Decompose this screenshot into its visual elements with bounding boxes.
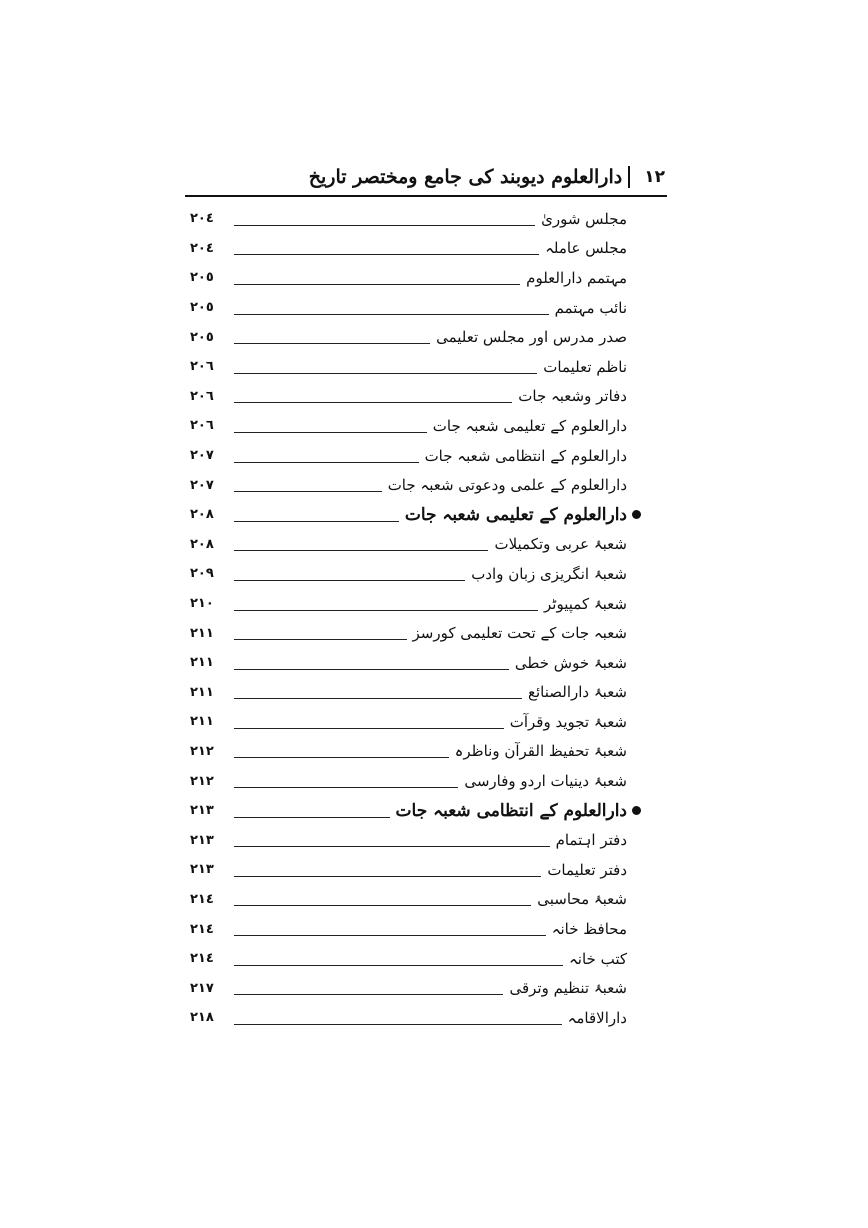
toc-entry-title: مجلس شوریٰ: [541, 209, 627, 228]
toc-entry-title: شعبۂ تنظیم وترقی: [509, 979, 627, 998]
toc-entry-title: شعبۂ محاسبی: [537, 890, 627, 909]
toc-entry[interactable]: [190, 825, 645, 855]
toc-page-number: ٢١٣: [190, 832, 214, 848]
toc-page-number: ٢٠٨: [190, 536, 214, 552]
toc-leader-line: [234, 845, 550, 847]
toc-entry-title: دارالعلوم کے تعلیمی شعبہ جات: [432, 416, 627, 435]
toc-entry-title: شعبہ جات کے تحت تعلیمی کورسز: [412, 624, 627, 643]
toc-page-number: ٢١٣: [190, 862, 214, 878]
toc-leader-line: [234, 520, 399, 522]
toc-entry[interactable]: [190, 293, 645, 323]
toc-entry[interactable]: [190, 914, 645, 944]
toc-entry-title: دفتر اہتمام: [555, 831, 627, 850]
toc-entry[interactable]: [190, 766, 645, 796]
toc-page-number: ٢١٣: [190, 803, 214, 819]
toc-leader-line: [234, 904, 531, 906]
toc-leader-line: [234, 816, 390, 818]
toc-leader-line: [234, 964, 563, 966]
toc-page-number: ٢١١: [190, 684, 214, 700]
toc-entry-title: شعبۂ انگریزی زبان وادب: [471, 564, 627, 583]
toc-page-number: ٢١٢: [190, 743, 214, 759]
toc-entry[interactable]: [190, 234, 645, 264]
toc-entry[interactable]: [190, 618, 645, 648]
toc-entry[interactable]: [190, 648, 645, 678]
toc-entry[interactable]: [190, 589, 645, 619]
toc-entry-title: نائب مہتمم: [554, 298, 627, 317]
toc-entry-title: مجلس عاملہ: [545, 239, 627, 258]
toc-entry[interactable]: [190, 382, 645, 412]
toc-leader-line: [234, 372, 537, 374]
toc-page-number: ٢١١: [190, 625, 214, 641]
bullet-dot-icon: [632, 510, 641, 519]
toc-page-number: ٢١٧: [190, 980, 214, 996]
toc-entry[interactable]: [190, 707, 645, 737]
table-of-contents: [190, 204, 645, 1033]
toc-entry-title: شعبۂ دینیات اردو وفارسی: [464, 772, 627, 791]
toc-section-heading[interactable]: [190, 796, 645, 826]
toc-leader-line: [234, 313, 549, 315]
toc-leader-line: [234, 993, 503, 995]
toc-entry-title: صدر مدرس اور مجلس تعلیمی: [436, 328, 627, 347]
toc-page-number: ٢٠٩: [190, 566, 214, 582]
toc-entry-title: شعبۂ تحفیظ القرآن وناظرہ: [454, 742, 627, 761]
toc-page-number: ٢٠٤: [190, 240, 214, 256]
toc-entry[interactable]: [190, 559, 645, 589]
toc-entry-title: دفاتر وشعبہ جات: [518, 387, 627, 406]
toc-entry[interactable]: [190, 973, 645, 1003]
toc-entry[interactable]: [190, 411, 645, 441]
toc-entry-title: شعبۂ خوش خطی: [514, 653, 627, 672]
toc-page-number: ٢٠٥: [190, 300, 214, 316]
running-header: [185, 160, 665, 194]
toc-page-number: ٢١٤: [190, 921, 214, 937]
toc-entry[interactable]: [190, 322, 645, 352]
toc-entry[interactable]: [190, 855, 645, 885]
toc-entry[interactable]: [190, 530, 645, 560]
toc-entry-title: دارالعلوم کے علمی ودعوتی شعبہ جات: [387, 476, 627, 495]
toc-page-number: ٢١١: [190, 655, 214, 671]
toc-leader-line: [234, 579, 465, 581]
toc-entry[interactable]: [190, 352, 645, 382]
toc-page-number: ٢٠٤: [190, 211, 214, 227]
toc-leader-line: [234, 934, 546, 936]
toc-leader-line: [234, 461, 419, 463]
toc-leader-line: [234, 431, 427, 433]
toc-entry[interactable]: [190, 944, 645, 974]
toc-entry[interactable]: [190, 441, 645, 471]
toc-page-number: ٢٠٨: [190, 507, 214, 523]
toc-entry[interactable]: [190, 263, 645, 293]
toc-leader-line: [234, 253, 539, 255]
toc-entry-title: شعبۂ تجوید وقرآت: [509, 712, 627, 731]
toc-entry[interactable]: [190, 1003, 645, 1033]
toc-leader-line: [234, 224, 535, 226]
bullet-dot-icon: [632, 806, 641, 815]
toc-entry[interactable]: [190, 737, 645, 767]
toc-page-number: ٢١١: [190, 714, 214, 730]
toc-leader-line: [234, 283, 520, 285]
toc-leader-line: [234, 668, 509, 670]
toc-entry[interactable]: [190, 678, 645, 708]
toc-entry-title: مہتمم دارالعلوم: [526, 268, 627, 287]
toc-page-number: ٢٠٥: [190, 329, 214, 345]
toc-leader-line: [234, 697, 522, 699]
toc-section-heading[interactable]: [190, 500, 645, 530]
toc-entry-title: شعبۂ عربی وتکمیلات: [494, 535, 627, 554]
toc-entry[interactable]: [190, 204, 645, 234]
toc-entry-title: شعبۂ کمپیوٹر: [544, 594, 627, 613]
toc-page-number: ٢١٤: [190, 951, 214, 967]
toc-leader-line: [234, 490, 382, 492]
toc-bullet-slot: [627, 806, 645, 815]
toc-page-number: ٢٠٥: [190, 270, 214, 286]
toc-leader-line: [234, 638, 407, 640]
toc-leader-line: [234, 549, 488, 551]
toc-leader-line: [234, 609, 538, 611]
toc-entry[interactable]: [190, 885, 645, 915]
toc-entry-title: ناظم تعلیمات: [543, 357, 627, 376]
toc-page-number: ٢١٨: [190, 1010, 214, 1026]
toc-entry-title: شعبۂ دارالصنائع: [528, 683, 627, 702]
toc-entry-title: دارالعلوم کے تعلیمی شعبہ جات: [404, 505, 627, 526]
toc-page-number: ٢١٢: [190, 773, 214, 789]
toc-page-number: ٢٠٧: [190, 477, 214, 493]
toc-page-number: ٢٠٦: [190, 418, 214, 434]
toc-leader-line: [234, 342, 430, 344]
header-separator: [628, 166, 630, 188]
toc-page-number: ٢٠٧: [190, 448, 214, 464]
toc-leader-line: [234, 786, 458, 788]
header-page-number: ١٢: [644, 167, 665, 187]
toc-entry-title: کتب خانہ: [569, 949, 627, 968]
toc-page-number: ٢١٤: [190, 891, 214, 907]
toc-leader-line: [234, 756, 449, 758]
toc-leader-line: [234, 1023, 562, 1025]
toc-leader-line: [234, 401, 512, 403]
toc-entry-title: دفتر تعلیمات: [547, 860, 627, 879]
toc-entry-title: دارالعلوم کے انتظامی شعبہ جات: [424, 446, 627, 465]
header-book-title: دارالعلوم دیوبند کی جامع ومختصر تاریخ: [308, 166, 623, 188]
toc-page-number: ٢٠٦: [190, 388, 214, 404]
toc-entry-title: دارالاقامہ: [567, 1008, 627, 1027]
toc-page-number: ٢٠٦: [190, 359, 214, 375]
toc-page-number: ٢١٠: [190, 596, 214, 612]
toc-entry[interactable]: [190, 470, 645, 500]
toc-bullet-slot: [627, 510, 645, 519]
toc-entry-title: دارالعلوم کے انتظامی شعبہ جات: [395, 801, 627, 822]
toc-leader-line: [234, 875, 541, 877]
header-rule: [185, 195, 667, 197]
toc-entry-title: محافظ خانہ: [551, 920, 627, 939]
toc-leader-line: [234, 727, 504, 729]
